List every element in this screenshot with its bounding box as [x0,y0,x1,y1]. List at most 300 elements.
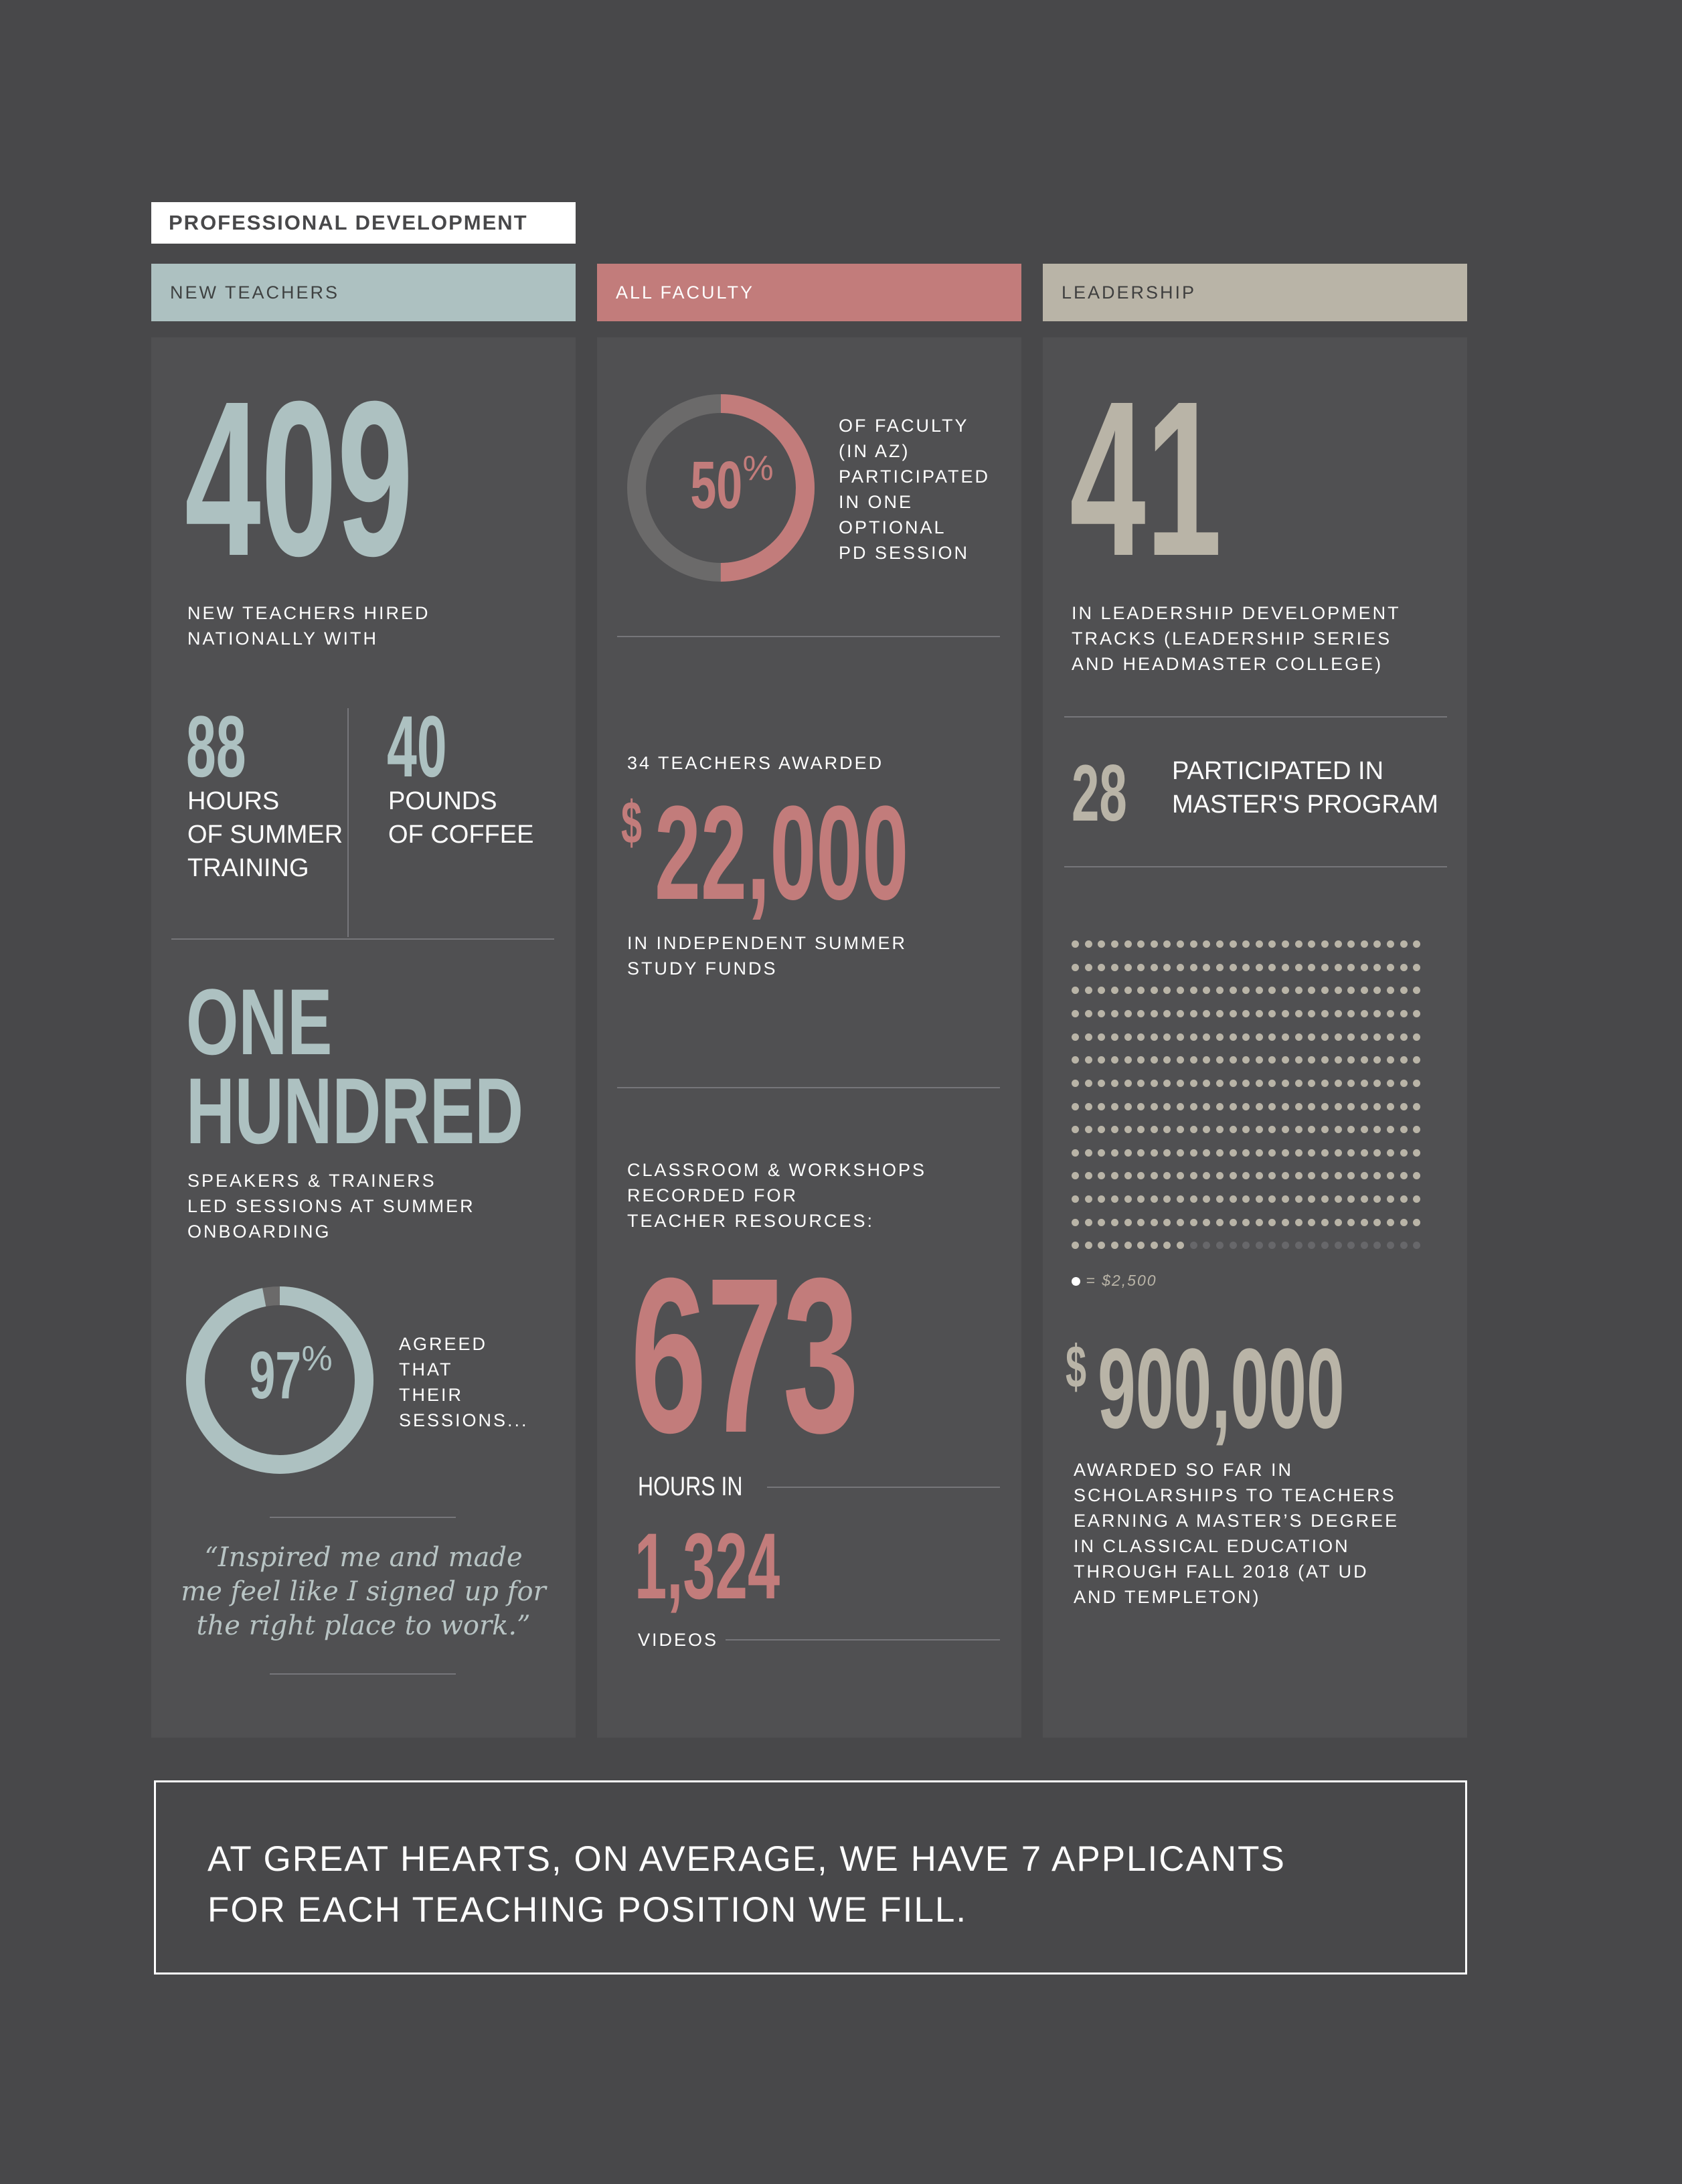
scholarship-dot [1347,1056,1355,1064]
scholarship-dot [1216,1126,1224,1133]
scholarship-dot [1163,940,1171,948]
scholarship-dot [1295,1010,1302,1017]
scholarship-dot [1295,1126,1302,1133]
scholarship-dot [1373,1103,1381,1110]
scholarship-dot [1400,1080,1408,1087]
scholarship-dot [1282,1172,1289,1179]
award-caption: IN INDEPENDENT SUMMER STUDY FUNDS [627,933,908,979]
scholarship-dot [1163,1010,1171,1017]
scholarship-dot [1111,1219,1118,1226]
scholarship-dot [1124,1149,1132,1157]
scholarship-dot [1256,1103,1263,1110]
scholarship-dot [1400,1219,1408,1226]
scholarship-dot [1295,1056,1302,1064]
page-title: PROFESSIONAL DEVELOPMENT [151,202,576,244]
scholarship-dot [1151,1033,1158,1041]
scholarship-dot [1151,1172,1158,1179]
award-currency: $ [621,790,643,857]
scholarship-dot [1098,1172,1105,1179]
scholarship-dot [1268,1010,1276,1017]
scholarship-dot [1413,940,1420,948]
coffee-number: 40 [387,697,447,795]
scholarship-dot [1177,1126,1184,1133]
scholarship-dot [1163,1033,1171,1041]
scholarship-dot [1230,1195,1237,1203]
scholarship-dot [1387,1219,1394,1226]
scholarship-dot [1098,1080,1105,1087]
scholarship-dot [1151,1149,1158,1157]
scholarship-dot [1216,987,1224,994]
new-teachers-caption: NEW TEACHERS HIRED NATIONALLY WITH [187,603,430,649]
scholarship-dot [1335,987,1342,994]
scholarship-dot [1308,940,1315,948]
speakers-caption: SPEAKERS & TRAINERS LED SESSIONS AT SUMMER ONBOARDING [187,1171,475,1242]
scholarship-dot [1361,1242,1368,1249]
scholarship-dot [1295,1242,1302,1249]
scholarship-dot [1373,1242,1381,1249]
scholarship-dot [1295,964,1302,971]
scholarship-dot [1137,1056,1145,1064]
scholarship-dot [1242,987,1250,994]
scholarship-dot [1190,1242,1197,1249]
scholarship-dot [1256,1010,1263,1017]
scholarship-dot [1190,964,1197,971]
scholarship-dot [1124,1172,1132,1179]
scholarship-dot [1256,1126,1263,1133]
scholarship-dot [1111,1195,1118,1203]
coffee-text: POUNDS OF COFFEE [388,787,534,849]
scholarship-dot [1400,1172,1408,1179]
one-word: ONE [186,969,333,1074]
scholarship-dot [1072,1242,1079,1249]
scholarship-dot [1256,987,1263,994]
divider-new-teachers-1 [171,938,554,940]
scholarship-dot [1413,1103,1420,1110]
scholarship-dot [1085,1010,1092,1017]
scholarship-dot [1111,940,1118,948]
scholarship-dot [1151,1103,1158,1110]
scholarship-dot [1413,1056,1420,1064]
scholarship-dot [1085,964,1092,971]
scholarship-dot [1124,1010,1132,1017]
new-teachers-big-number: 409 [185,355,414,602]
scholarship-dot [1282,940,1289,948]
summer-training-number: 88 [186,697,246,795]
scholarship-dot [1308,1149,1315,1157]
scholarship-dot [1190,1103,1197,1110]
scholarship-dot [1321,1080,1329,1087]
scholarship-dot [1268,1242,1276,1249]
scholarship-dot [1124,1033,1132,1041]
scholarship-dot [1098,1149,1105,1157]
scholarship-dot [1413,987,1420,994]
scholarship-dot [1124,1126,1132,1133]
scholarship-dot [1216,1080,1224,1087]
scholarship-dot [1413,1033,1420,1041]
scholarship-dot [1335,1149,1342,1157]
hours-label: HOURS IN [638,1472,743,1501]
masters-number: 28 [1072,748,1127,838]
scholarship-dot [1230,1219,1237,1226]
award-amount-wrap [621,790,655,857]
scholarship-dot [1190,940,1197,948]
scholarship-dot [1242,1172,1250,1179]
scholarship-dot [1321,1103,1329,1110]
scholarship-dot [1413,1080,1420,1087]
scholarship-dot [1098,1056,1105,1064]
scholarship-dot [1230,964,1237,971]
scholarship-dot [1400,987,1408,994]
scholarship-dot [1335,1033,1342,1041]
scholarship-dot [1163,1242,1171,1249]
scholarship-dot [1361,1149,1368,1157]
scholarship-dot [1335,1242,1342,1249]
scholarship-dot [1098,987,1105,994]
scholarship-dot [1151,987,1158,994]
scholarship-dot [1321,1033,1329,1041]
scholarship-dot [1203,964,1210,971]
scholarship-dot [1295,1195,1302,1203]
scholarship-dot [1387,940,1394,948]
scholarship-dot [1163,1149,1171,1157]
scholarship-dot [1177,1219,1184,1226]
scholarship-dot [1347,1149,1355,1157]
scholarship-dot [1321,940,1329,948]
scholarship-dot [1163,1195,1171,1203]
scholarship-dot [1387,1126,1394,1133]
scholarship-dot [1177,1033,1184,1041]
hours-number: 673 [630,1232,859,1479]
scholarship-dot [1256,1172,1263,1179]
scholarship-dot [1347,940,1355,948]
scholarship-dot [1137,1242,1145,1249]
scholarship-dot [1373,940,1381,948]
scholarship-dot [1268,1103,1276,1110]
scholarship-dot [1085,1172,1092,1179]
scholarship-dot [1177,1080,1184,1087]
scholarship-dot [1400,940,1408,948]
scholarship-dot [1347,1195,1355,1203]
scholarship-dot [1098,1219,1105,1226]
scholarship-dot [1413,1195,1420,1203]
scholarship-dot [1413,1010,1420,1017]
scholarship-dot [1151,964,1158,971]
scholarship-dot [1268,1195,1276,1203]
scholarship-dot [1295,1080,1302,1087]
scholarship-dot [1387,1056,1394,1064]
scholarship-dot [1242,964,1250,971]
scholarship-dot [1373,1033,1381,1041]
scholarship-dot [1216,1010,1224,1017]
scholarship-dot [1335,1126,1342,1133]
summer-training-text: HOURS OF SUMMER TRAINING [187,787,343,882]
scholarship-dot [1230,940,1237,948]
scholarship-dot [1308,1056,1315,1064]
scholarship-dot [1163,1080,1171,1087]
scholarship-dot [1151,1219,1158,1226]
scholarship-dot [1190,987,1197,994]
scholarship-dot [1308,1103,1315,1110]
scholarship-dot [1216,1172,1224,1179]
scholarship-dot [1151,1242,1158,1249]
scholarship-dot [1137,1080,1145,1087]
scholarship-dot [1111,1172,1118,1179]
participation-value [626,448,816,522]
scholarship-dot [1242,1126,1250,1133]
scholarship-dot [1242,1219,1250,1226]
scholarship-dot [1361,1080,1368,1087]
scholarship-dot [1151,1056,1158,1064]
scholarship-dot [1413,1219,1420,1226]
scholarship-dot [1230,1126,1237,1133]
scholarship-dot [1308,987,1315,994]
scholarship-dot [1268,1219,1276,1226]
footer-statement: AT GREAT HEARTS, ON AVERAGE, WE HAVE 7 APPLICANTS FOR EACH TEACHING POSITION WE FILL. [207,1839,1286,1930]
quote-rule-bottom [270,1673,456,1675]
satisfaction-number: 97 [249,1338,302,1413]
scholarship-dot [1282,1080,1289,1087]
scholarship-dot [1098,1103,1105,1110]
scholarship-dot [1137,940,1145,948]
scholarship-dot [1085,1056,1092,1064]
divider-leadership-1 [1064,716,1447,718]
scholarship-dot [1124,1219,1132,1226]
scholarship-dot [1124,964,1132,971]
scholarship-dot [1163,1219,1171,1226]
scholarship-dot [1177,1242,1184,1249]
participation-number: 50 [690,448,743,523]
scholarship-dot [1361,1126,1368,1133]
recorded-caption: CLASSROOM & WORKSHOPS RECORDED FOR TEACHER RESOURCES: [627,1160,927,1231]
scholarship-dot [1308,1033,1315,1041]
scholarship-dot [1413,1149,1420,1157]
scholarship-dot [1190,1195,1197,1203]
satisfaction-value [185,1339,375,1412]
scholarship-dot [1373,987,1381,994]
scholarship-dot [1387,1080,1394,1087]
scholarship-dot [1335,1010,1342,1017]
videos-label: VIDEOS [638,1630,719,1650]
scholarship-dot [1203,987,1210,994]
scholarship-dot [1151,940,1158,948]
scholarship-dot [1308,964,1315,971]
testimonial-quote: “Inspired me and made me feel like I signed up for the right place to work.” [181,1542,546,1641]
scholarship-dot [1203,1172,1210,1179]
scholarship-dot [1216,1033,1224,1041]
scholarship-dot [1256,964,1263,971]
scholarship-dot [1216,940,1224,948]
scholarship-dot [1400,1242,1408,1249]
scholarship-dot [1256,1033,1263,1041]
scholarship-dot [1295,1219,1302,1226]
scholarship-dot [1256,940,1263,948]
scholarship-dot [1268,940,1276,948]
scholarship-dot [1282,1010,1289,1017]
scholarship-dot [1400,1149,1408,1157]
scholarship-dot [1137,987,1145,994]
scholarship-dot [1321,1056,1329,1064]
scholarship-dot [1295,987,1302,994]
scholarship-dot [1098,1195,1105,1203]
scholarship-dot [1230,1242,1237,1249]
scholarship-dot-grid [1072,940,1426,1265]
scholarship-dot [1282,1219,1289,1226]
scholarship-dot [1203,1103,1210,1110]
scholarship-dot [1163,964,1171,971]
scholarship-dot [1203,1080,1210,1087]
scholarship-dot [1413,1126,1420,1133]
scholarship-dot [1321,1242,1329,1249]
scholarship-dot [1387,964,1394,971]
scholarship-dot [1072,1080,1079,1087]
scholarship-dot [1111,987,1118,994]
scholarship-dot [1163,987,1171,994]
column-header-leadership: LEADERSHIP [1043,264,1467,321]
scholarship-dot [1216,1219,1224,1226]
participation-caption: OF FACULTY (IN AZ) PARTICIPATED IN ONE OPTIONAL PD SESSION [839,416,991,563]
scholarship-dot [1216,1103,1224,1110]
scholarship-dot [1335,1195,1342,1203]
scholarship-dot [1347,1126,1355,1133]
scholarship-dot [1203,1056,1210,1064]
scholarship-dot [1347,1103,1355,1110]
scholarship-dot [1373,1149,1381,1157]
scholarship-dot [1400,964,1408,971]
scholarship-dot [1308,1126,1315,1133]
scholarship-dot [1111,1056,1118,1064]
scholarship-dot [1190,1056,1197,1064]
scholarship-dot [1177,1149,1184,1157]
scholarship-dot [1295,1103,1302,1110]
scholarship-dot [1373,1195,1381,1203]
scholarship-dot [1230,1033,1237,1041]
scholarship-currency: $ [1066,1334,1087,1401]
scholarship-dot [1111,964,1118,971]
scholarship-dot [1242,1103,1250,1110]
scholarship-dot [1242,1149,1250,1157]
scholarship-dot [1268,964,1276,971]
scholarship-dot [1230,987,1237,994]
scholarship-dot [1072,940,1079,948]
scholarship-dot [1177,964,1184,971]
scholarship-dot [1124,1195,1132,1203]
scholarship-dot [1177,1010,1184,1017]
scholarship-dot [1321,1219,1329,1226]
scholarship-dot [1203,1242,1210,1249]
scholarship-dot [1085,1149,1092,1157]
scholarship-dot [1085,1080,1092,1087]
leadership-caption: IN LEADERSHIP DEVELOPMENT TRACKS (LEADERSHIP SERIES AND HEADMASTER COLLEGE) [1072,603,1401,674]
scholarship-dot [1203,1033,1210,1041]
scholarship-dot [1361,1195,1368,1203]
scholarship-dot [1072,1172,1079,1179]
scholarship-dot [1282,964,1289,971]
scholarship-dot [1177,987,1184,994]
scholarship-dot [1085,1219,1092,1226]
scholarship-dot [1124,987,1132,994]
scholarship-dot [1295,1149,1302,1157]
scholarship-dot [1177,940,1184,948]
scholarship-dot [1413,1242,1420,1249]
masters-text: PARTICIPATED IN MASTER'S PROGRAM [1172,757,1438,819]
scholarship-dot [1111,1103,1118,1110]
scholarship-dot [1295,940,1302,948]
scholarship-dot [1190,1219,1197,1226]
scholarship-dot [1098,964,1105,971]
scholarship-dot [1347,1080,1355,1087]
scholarship-dot [1163,1056,1171,1064]
column-header-new-teachers: NEW TEACHERS [151,264,576,321]
scholarship-dot [1400,1010,1408,1017]
scholarship-dot [1242,1242,1250,1249]
scholarship-dot [1216,1195,1224,1203]
scholarship-dot [1190,1149,1197,1157]
scholarship-dot [1242,1010,1250,1017]
scholarship-dot [1072,1033,1079,1041]
scholarship-dot [1387,1149,1394,1157]
scholarship-dot [1230,1103,1237,1110]
scholarship-amount: 900,000 [1098,1325,1345,1452]
scholarship-dot [1256,1056,1263,1064]
scholarship-dot [1361,1172,1368,1179]
hundred-word: HUNDRED [186,1058,523,1163]
scholarship-dot [1098,940,1105,948]
scholarship-dot [1268,1126,1276,1133]
scholarship-dot [1387,987,1394,994]
scholarship-dot [1085,1033,1092,1041]
scholarship-dot [1111,1033,1118,1041]
scholarship-dot [1308,1219,1315,1226]
scholarship-dot [1373,1080,1381,1087]
scholarship-dot [1111,1010,1118,1017]
scholarship-dot [1413,1172,1420,1179]
scholarship-dot [1137,1149,1145,1157]
divider-faculty-1 [617,636,1000,637]
scholarship-dot [1282,1056,1289,1064]
scholarship-dot [1308,1010,1315,1017]
scholarship-dot [1242,1080,1250,1087]
scholarship-dot [1400,1103,1408,1110]
scholarship-dot [1230,1080,1237,1087]
scholarship-caption: AWARDED SO FAR IN SCHOLARSHIPS TO TEACHERS EARNING A MASTER’S DEGREE IN CLASSICAL EDUCATION THROUGH FALL 2018 (AT UD AND TEMPLETON) [1074,1460,1400,1607]
scholarship-dot [1151,1126,1158,1133]
scholarship-dot [1242,1033,1250,1041]
scholarship-dot [1256,1149,1263,1157]
scholarship-dot [1361,940,1368,948]
scholarship-dot [1361,1103,1368,1110]
scholarship-dot [1190,1033,1197,1041]
scholarship-dot [1072,1195,1079,1203]
scholarship-dot [1347,964,1355,971]
scholarship-dot [1203,1195,1210,1203]
scholarship-dot [1177,1056,1184,1064]
scholarship-dot [1295,1172,1302,1179]
scholarship-dot [1321,1126,1329,1133]
scholarship-dot [1347,1033,1355,1041]
award-intro: 34 TEACHERS AWARDED [627,753,884,773]
quote-rule-top [270,1517,456,1518]
scholarship-dot [1216,1149,1224,1157]
scholarship-dot [1295,1033,1302,1041]
scholarship-dot [1361,964,1368,971]
scholarship-dot [1308,1080,1315,1087]
scholarship-dot [1282,1195,1289,1203]
scholarship-dot [1151,1080,1158,1087]
scholarship-dot [1216,964,1224,971]
scholarship-dot [1387,1103,1394,1110]
scholarship-dot [1321,1010,1329,1017]
scholarship-dot [1124,1056,1132,1064]
